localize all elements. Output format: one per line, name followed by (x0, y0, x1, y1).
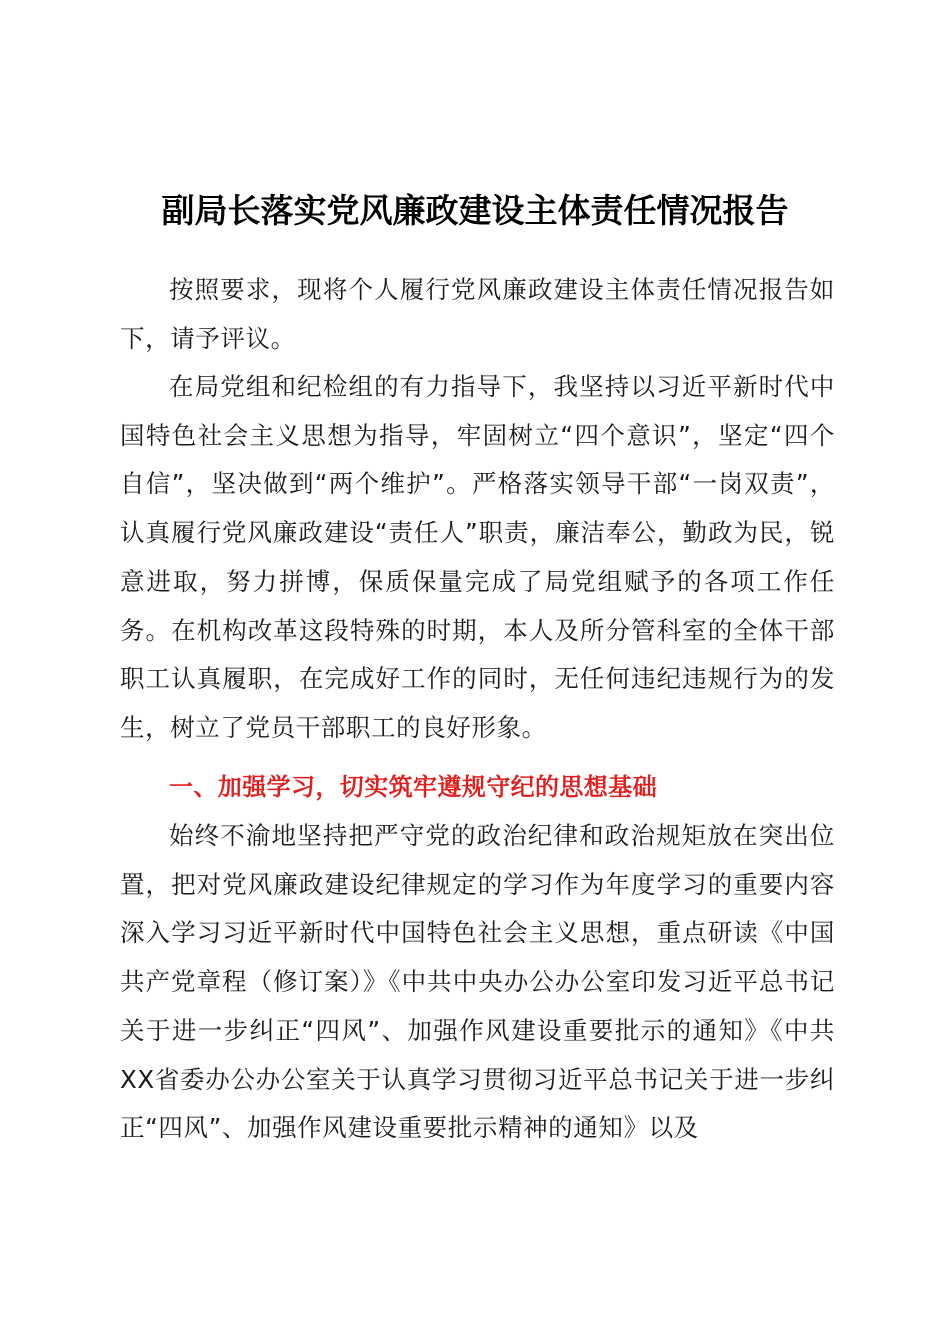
section-heading: 一、加强学习，切实筑牢遵规守纪的思想基础 (169, 773, 657, 801)
intro-paragraph: 按照要求，现将个人履行党风廉政建设主体责任情况报告如下，请予评议。 (120, 275, 835, 353)
document-title: 副局长落实党风廉政建设主体责任情况报告 (161, 191, 789, 230)
overview-paragraph: 在局党组和纪检组的有力指导下，我坚持以习近平新时代中国特色社会主义思想为指导，牢固树立“四个意识”，坚定“四个自信”，坚决做到“两个维护”。严格落实领导干部“一岗双责”，认真履行党风廉政建设“责任人”职责，廉洁奉公，勤政为民，锐意进取，努力拼博，保质保量完成了局党组赋予的各项工作任务。在机构改革这段特殊的时期，本人及所分管科室的全体干部职工认真履职，在完成好工作的同时，无任何违纪违规行为的发生，树立了党员干部职工的良好形象。 (120, 372, 835, 742)
section-paragraph: 始终不渝地坚持把严守党的政治纪律和政治规矩放在突出位置，把对党风廉政建设纪律规定的学习作为年度学习的重要内容深入学习习近平新时代中国特色社会主义思想，重点研读《中国共产党章程（修订案）》《中共中央办公办公室印发习近平总书记关于进一步纠正“四风”、加强作风建设重要批示的通知》《中共XX省委办公办公室关于认真学习贯彻习近平总书记关于进一步纠正“四风”、加强作风建设重要批示精神的通知》以及 (120, 821, 835, 1143)
